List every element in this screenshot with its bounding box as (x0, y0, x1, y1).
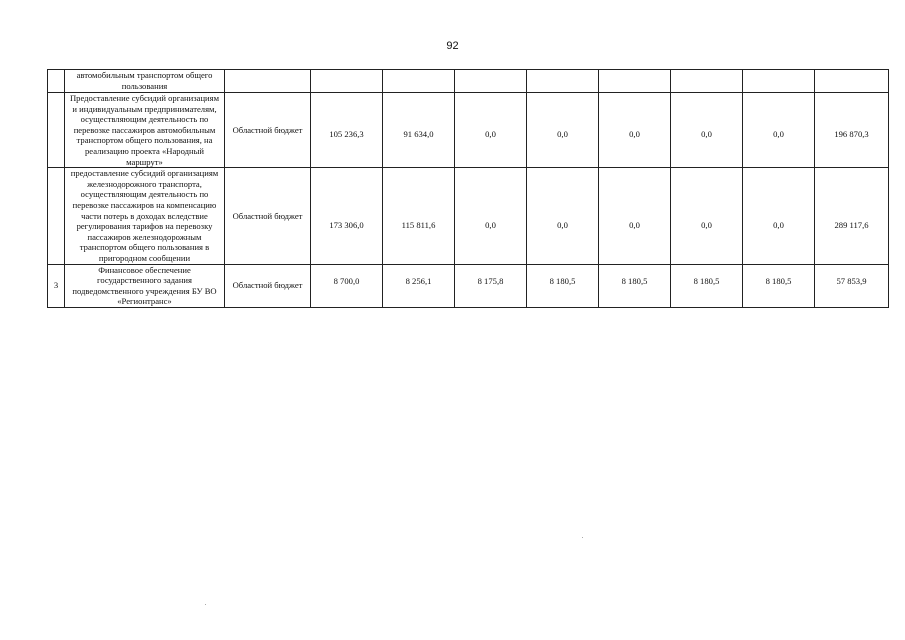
table-row (48, 168, 889, 264)
value-cell: 8 180,5 (671, 264, 743, 307)
value-cell: 0,0 (743, 93, 815, 168)
funding-source: Областной бюджет (225, 264, 311, 307)
funding-source: Областной бюджет (225, 168, 311, 264)
row-description: автомобильным транспортом общего пользования (65, 70, 225, 93)
funding-source: Областной бюджет (225, 93, 311, 168)
value-cell: 0,0 (527, 168, 599, 264)
row-number: 3 (48, 264, 65, 307)
budget-table (47, 69, 889, 308)
value-cell: 8 256,1 (383, 264, 455, 307)
funding-source (225, 70, 311, 93)
value-cell: 0,0 (671, 93, 743, 168)
scan-speck (205, 604, 206, 605)
value-cell (671, 70, 743, 93)
value-cell: 8 180,5 (743, 264, 815, 307)
value-cell: 0,0 (455, 168, 527, 264)
value-cell: 8 180,5 (599, 264, 671, 307)
table-row (48, 70, 889, 93)
value-cell: 173 306,0 (311, 168, 383, 264)
page-number: 92 (446, 40, 459, 52)
value-cell: 8 700,0 (311, 264, 383, 307)
value-cell: 289 117,6 (815, 168, 889, 264)
value-cell: 0,0 (743, 168, 815, 264)
row-number (48, 93, 65, 168)
value-cell: 0,0 (671, 168, 743, 264)
value-cell (743, 70, 815, 93)
scan-speck (582, 537, 583, 538)
value-cell: 115 811,6 (383, 168, 455, 264)
row-number (48, 168, 65, 264)
row-description: предоставление субсидий организациям железнодорожного транспорта, осуществляющим деятельность по перевозке пассажиров на компенсацию части потерь в доходах вследствие регулирования тарифов на перевозку пассажиров железнодорожным транспортом общего пользования в пригородном сообщении (65, 168, 225, 264)
row-description: Финансовое обеспечение государственного задания подведомственного учреждения БУ ВО «Регионтранс» (65, 264, 225, 307)
value-cell: 0,0 (527, 93, 599, 168)
value-cell: 0,0 (599, 93, 671, 168)
row-description: Предоставление субсидий организациям и индивидуальным предпринимателям, осуществляющим деятельность по перевозке пассажиров автомобильным транспортом общего пользования, на реализацию проекта «Народный маршрут» (65, 93, 225, 168)
value-cell: 8 175,8 (455, 264, 527, 307)
table-row (48, 93, 889, 168)
value-cell: 57 853,9 (815, 264, 889, 307)
value-cell (455, 70, 527, 93)
value-cell (311, 70, 383, 93)
value-cell (815, 70, 889, 93)
value-cell: 196 870,3 (815, 93, 889, 168)
row-number (48, 70, 65, 93)
value-cell: 91 634,0 (383, 93, 455, 168)
value-cell: 8 180,5 (527, 264, 599, 307)
value-cell: 0,0 (599, 168, 671, 264)
value-cell: 105 236,3 (311, 93, 383, 168)
value-cell (383, 70, 455, 93)
value-cell (599, 70, 671, 93)
value-cell (527, 70, 599, 93)
table-row (48, 264, 889, 307)
value-cell: 0,0 (455, 93, 527, 168)
